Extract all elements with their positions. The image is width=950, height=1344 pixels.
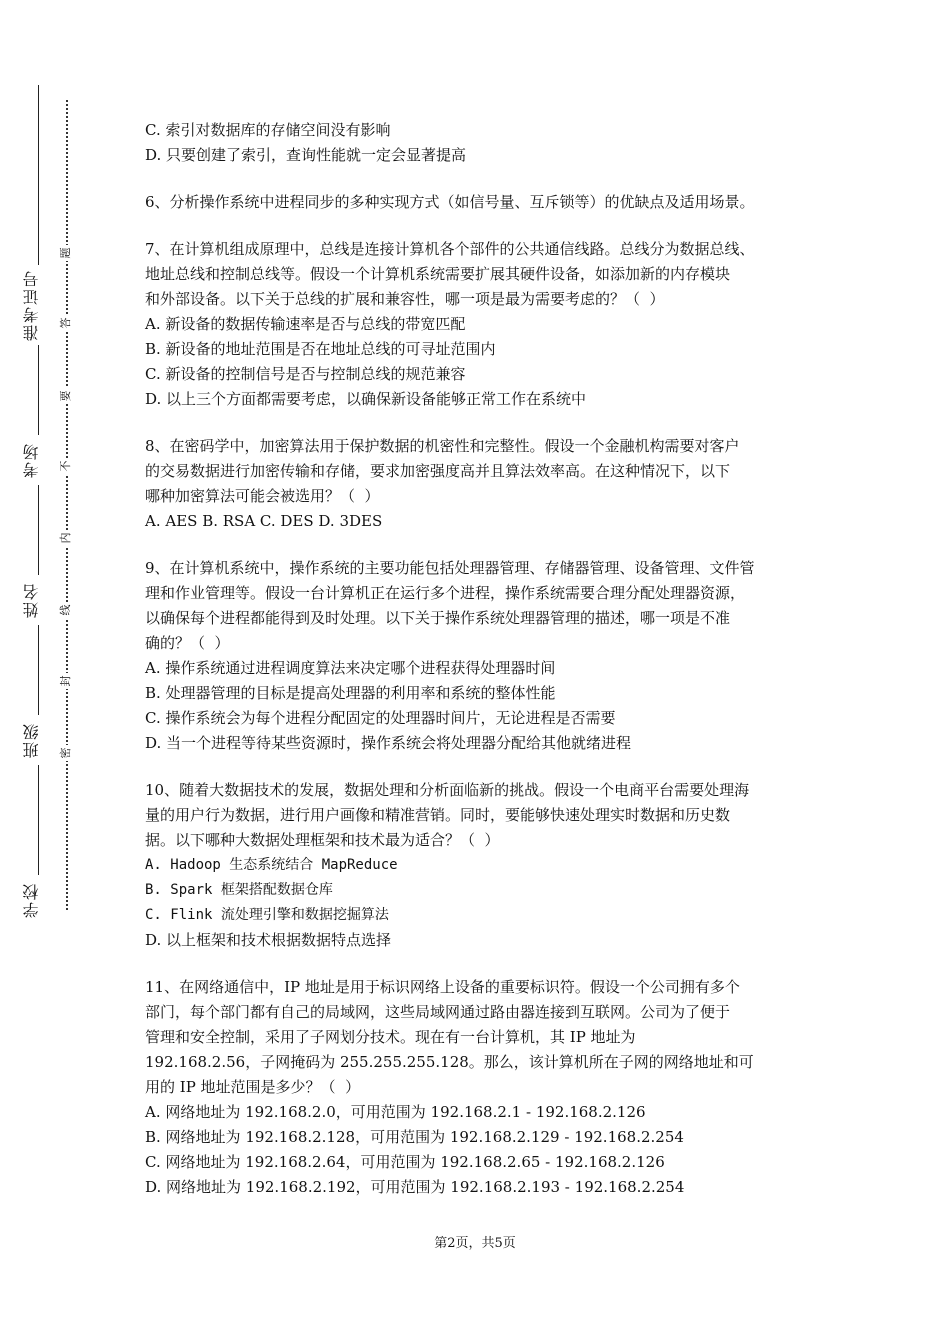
option-b: B. 网络地址为 192.168.2.128，可用范围为 192.168.2.129 - 192.168.2.254 (145, 1128, 684, 1146)
question-8 (145, 434, 815, 534)
question-stem-line: 的交易数据进行加密传输和存储，要求加密强度高并且算法效率高。在这种情况下，以下 (145, 462, 731, 480)
seal-dotted-line (66, 100, 68, 910)
question-11 (145, 975, 815, 1200)
blank-line-exam-id (38, 85, 39, 265)
option-d: D. 只要创建了索引，查询性能就一定会显著提高 (145, 146, 467, 164)
question-stem-line: 以确保每个进程都能得到及时处理。以下关于操作系统处理器管理的描述，哪一项是不准 (145, 609, 731, 627)
seal-char: 线 (58, 602, 74, 618)
option-d: D. 以上框架和技术根据数据特点选择 (145, 931, 392, 949)
label-exam-room: 考场 (22, 442, 41, 478)
option-c: C. Flink 流处理引擎和数据挖掘算法 (145, 907, 389, 923)
question-stem-line: 地址总线和控制总线等。假设一个计算机系统需要扩展其硬件设备，如添加新的内存模块 (145, 265, 731, 283)
question-stem-line: 哪种加密算法可能会被选用？（ ） (145, 487, 380, 505)
question-stem-line: 192.168.2.56，子网掩码为 255.255.255.128。那么，该计算机所在子网的网络地址和可 (145, 1053, 754, 1071)
question-9 (145, 556, 815, 756)
option-d: D. 网络地址为 192.168.2.192，可用范围为 192.168.2.193 - 192.168.2.254 (145, 1178, 685, 1196)
question-7 (145, 237, 815, 412)
question-stem-line: 10、随着大数据技术的发展，数据处理和分析面临新的挑战。假设一个电商平台需要处理海 (145, 781, 750, 799)
question-10 (145, 778, 815, 953)
question-stem-line: 11、在网络通信中，IP 地址是用于标识网络上设备的重要标识符。假设一个公司拥有多个 (145, 978, 740, 996)
option-c: C. 操作系统会为每个进程分配固定的处理器时间片，无论进程是否需要 (145, 709, 616, 727)
question-stem-line: 量的用户行为数据，进行用户画像和精准营销。同时，要能够快速处理实时数据和历史数 (145, 806, 731, 824)
question-stem-line: 理和作业管理等。假设一台计算机正在运行多个进程，操作系统需要合理分配处理器资源， (145, 584, 746, 602)
option-a: A. 新设备的数据传输速率是否与总线的带宽匹配 (145, 315, 466, 333)
seal-char: 封 (58, 673, 74, 689)
page-number: 第2页，共5页 (434, 1236, 516, 1251)
question-stem-line: 7、在计算机组成原理中，总线是连接计算机各个部件的公共通信线路。总线分为数据总线、 (145, 240, 755, 258)
option-d: D. 当一个进程等待某些资源时，操作系统会将处理器分配给其他就绪进程 (145, 734, 632, 752)
option-b: B. Spark 框架搭配数据仓库 (145, 882, 333, 898)
option-c: C. 索引对数据库的存储空间没有影响 (145, 121, 391, 139)
seal-char: 答 (58, 315, 74, 331)
option-d: D. 以上三个方面都需要考虑，以确保新设备能够正常工作在系统中 (145, 390, 587, 408)
blank-line-exam-room (38, 345, 39, 435)
seal-char: 要 (58, 388, 74, 404)
option-a: A. 网络地址为 192.168.2.0，可用范围为 192.168.2.1 - 192.168.2.126 (145, 1103, 646, 1121)
label-exam-id: 准考证号 (22, 269, 41, 341)
label-school: 学校 (22, 882, 41, 918)
option-b: B. 处理器管理的目标是提高处理器的利用率和系统的整体性能 (145, 684, 556, 702)
binding-margin (0, 0, 110, 1344)
seal-char: 内 (58, 530, 74, 546)
option-a: A. 操作系统通过进程调度算法来决定哪个进程获得处理器时间 (145, 659, 556, 677)
question-stem-line: 管理和安全控制，采用了子网划分技术。现在有一台计算机，其 IP 地址为 (145, 1028, 636, 1046)
question-stem-line: 部门，每个部门都有自己的局域网，这些局域网通过路由器连接到互联网。公司为了便于 (145, 1003, 731, 1021)
question-5-tail (145, 118, 815, 168)
seal-char: 密 (58, 745, 74, 761)
question-stem-line: 8、在密码学中，加密算法用于保护数据的机密性和完整性。假设一个金融机构需要对客户 (145, 437, 740, 455)
question-stem-line: 据。以下哪种大数据处理框架和技术最为适合？（ ） (145, 831, 500, 849)
question-stem-line: 确的？（ ） (145, 634, 230, 652)
question-stem-line: 9、在计算机系统中，操作系统的主要功能包括处理器管理、存储器管理、设备管理、文件管 (145, 559, 755, 577)
question-stem: 6、分析操作系统中进程同步的多种实现方式（如信号量、互斥锁等）的优缺点及适用场景。 (145, 193, 755, 211)
label-class: 班级 (22, 722, 41, 758)
seal-char: 不 (58, 458, 74, 474)
option-a: A. Hadoop 生态系统结合 MapReduce (145, 857, 398, 873)
blank-line-class (38, 625, 39, 715)
blank-line-name (38, 485, 39, 575)
question-stem-line: 和外部设备。以下关于总线的扩展和兼容性，哪一项是最为需要考虑的？（ ） (145, 290, 665, 308)
options-line: A. AES B. RSA C. DES D. 3DES (145, 512, 383, 530)
option-c: C. 新设备的控制信号是否与控制总线的规范兼容 (145, 365, 466, 383)
question-stem-line: 用的 IP 地址范围是多少？（ ） (145, 1078, 361, 1096)
seal-char: 题 (58, 245, 74, 261)
option-b: B. 新设备的地址范围是否在地址总线的可寻址范围内 (145, 340, 496, 358)
option-c: C. 网络地址为 192.168.2.64，可用范围为 192.168.2.65 - 192.168.2.126 (145, 1153, 665, 1171)
question-6 (145, 190, 815, 215)
label-name: 姓名 (22, 582, 41, 618)
exam-content (145, 118, 815, 1200)
blank-line-school (38, 765, 39, 875)
